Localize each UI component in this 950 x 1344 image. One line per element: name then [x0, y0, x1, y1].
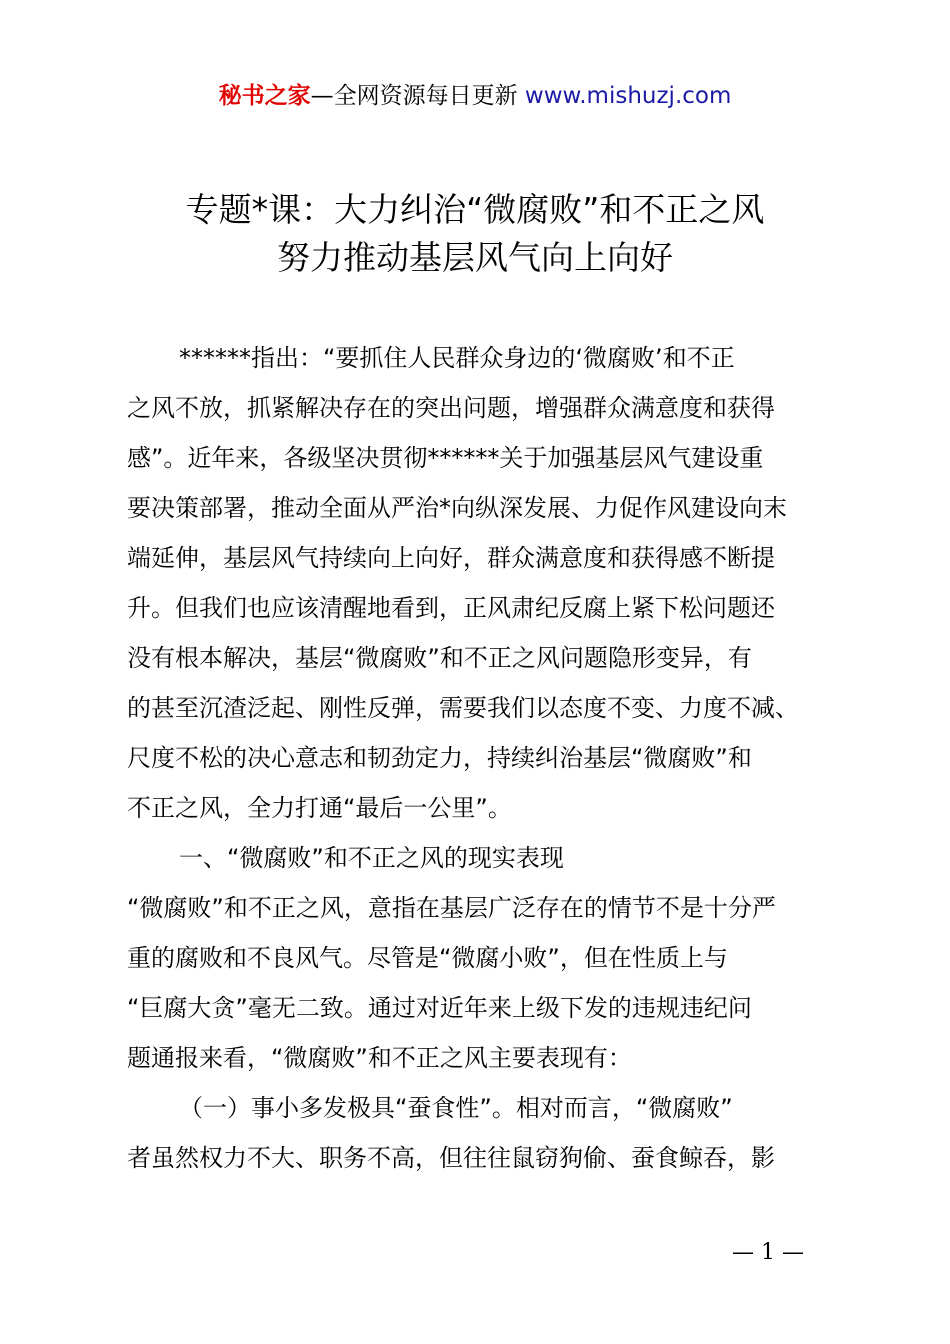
text-line: 升。但我们也应该清醒地看到，正风肃纪反腐上紧下松问题还 [127, 594, 775, 622]
text-line: 之风不放，抓紧解决存在的突出问题，增强群众满意度和获得 [127, 394, 775, 422]
text-line: 感”。近年来，各级坚决贯彻******关于加强基层风气建设重 [127, 444, 764, 472]
heading-line: 一、“微腐败”和不正之风的现实表现 [179, 844, 564, 872]
text-line: 要决策部署，推动全面从严治*向纵深发展、力促作风建设向末 [127, 494, 787, 522]
text-line: 者虽然权力不大、职务不高，但往往鼠窃狗偷、蚕食鲸吞，影 [127, 1144, 775, 1172]
brand-name: 秘书之家 [218, 83, 311, 109]
section-heading [127, 833, 847, 883]
definition-paragraph [127, 883, 847, 1083]
site-url[interactable]: www.mishuzj.com [524, 83, 732, 109]
subsection-paragraph [127, 1083, 847, 1183]
text-line: （一）事小多发极具“蚕食性”。相对而言，“微腐败” [179, 1094, 733, 1122]
text-line: 的甚至沉渣泛起、刚性反弹，需要我们以态度不变、力度不减、 [127, 694, 799, 722]
text-line: 重的腐败和不良风气。尽管是“微腐小败”，但在性质上与 [127, 944, 728, 972]
text-line: ******指出：“要抓住人民群众身边的‘微腐败’和不正 [179, 344, 735, 372]
document-body [127, 333, 847, 1183]
text-line: 不正之风，全力打通“最后一公里”。 [127, 794, 512, 822]
text-line: 尺度不松的决心意志和韧劲定力，持续纠治基层“微腐败”和 [127, 744, 752, 772]
text-line: 题通报来看，“微腐败”和不正之风主要表现有： [127, 1044, 632, 1072]
intro-paragraph [127, 333, 847, 833]
document-title [0, 186, 950, 282]
title-line-2: 努力推动基层风气向上向好 [277, 238, 673, 277]
header-slogan: —全网资源每日更新 [310, 83, 518, 109]
text-line: 端延伸，基层风气持续向上向好，群众满意度和获得感不断提 [127, 544, 775, 572]
site-header [0, 80, 950, 112]
title-line-1: 专题*课：大力纠治“微腐败”和不正之风 [185, 190, 765, 229]
text-line: “微腐败”和不正之风，意指在基层广泛存在的情节不是十分严 [127, 894, 776, 922]
text-line: 没有根本解决，基层“微腐败”和不正之风问题隐形变异，有 [127, 644, 752, 672]
page-number: — 1 — [732, 1240, 804, 1265]
text-line: “巨腐大贪”毫无二致。通过对近年来上级下发的违规违纪问 [127, 994, 752, 1022]
